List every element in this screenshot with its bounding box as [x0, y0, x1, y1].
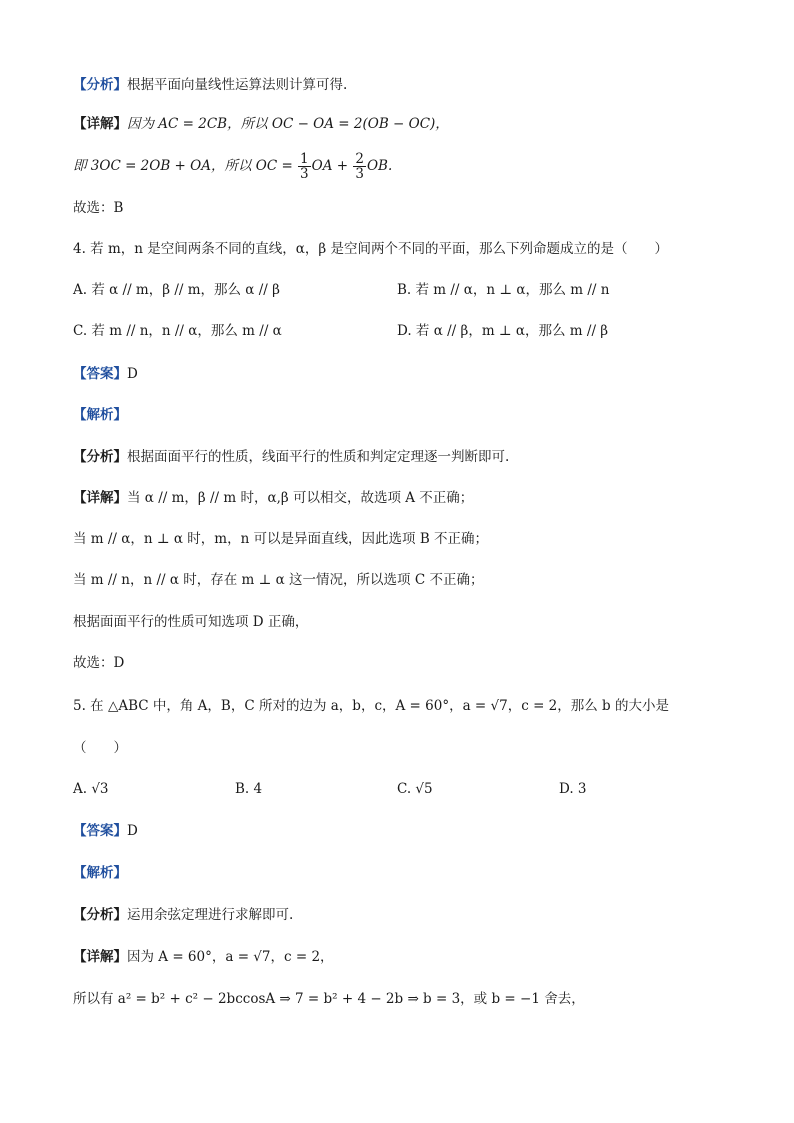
q5-solution-label: 【解析】: [73, 865, 127, 881]
detail-line-pre: 即 3OC = 2OB + OA，所以 OC =: [73, 158, 298, 174]
q4-stem: 4. 若 m，n 是空间两条不同的直线，α，β 是空间两个不同的平面，那么下列命题成立的是（ ）: [73, 241, 668, 257]
q4-option-c: C. 若 m // n，n // α，那么 m // α: [73, 323, 282, 339]
q5-detail-2: 所以有 a² = b² + c² − 2bccosA ⇒ 7 = b² + 4 − 2b ⇒ b = 3，或 b = −1 舍去，: [73, 991, 585, 1007]
analysis-label: 【分析】: [73, 77, 127, 93]
q4-option-d: D. 若 α // β，m ⊥ α，那么 m // β: [397, 323, 609, 339]
q4-answer: [73, 363, 734, 385]
q4-option-a: A. 若 α // m，β // m，那么 α // β: [73, 282, 280, 298]
answer-label: 【答案】: [73, 366, 127, 382]
analysis-text: 根据面面平行的性质，线面平行的性质和判定定理逐一判断即可.: [127, 449, 510, 465]
answer-value: D: [127, 366, 138, 382]
detail-line: 当 α // m，β // m 时，α,β 可以相交，故选项 A 不正确；: [127, 490, 474, 506]
detail-line: 因为 A = 60°，a = √7，c = 2，: [127, 949, 334, 965]
q4-answer-line: 故选：D: [73, 655, 125, 671]
q5-stem-paren: （ ）: [73, 740, 127, 756]
q5-option-d: D. 3: [559, 781, 587, 797]
detail-label: 【详解】: [73, 949, 127, 965]
analysis-text: 运用余弦定理进行求解即可.: [127, 907, 294, 923]
detail-line-mid: OA +: [311, 158, 353, 174]
q5-option-b: B. 4: [235, 781, 263, 797]
analysis-text: 根据平面向量线性运算法则计算可得.: [127, 77, 348, 93]
fraction-numerator: 1: [300, 151, 309, 167]
q5-detail-1: [73, 946, 734, 968]
q3-detail-1: [73, 113, 734, 135]
q5-analysis: [73, 904, 734, 926]
answer-value: D: [127, 823, 138, 839]
q5-stem: 5. 在 △ABC 中，角 A，B，C 所对的边为 a，b，c，A = 60°，a = √7，c = 2，那么 b 的大小是: [73, 698, 669, 714]
detail-line: 因为 AC = 2CB，所以 OC − OA = 2(OB − OC)，: [127, 116, 449, 132]
q4-solution-label: 【解析】: [73, 407, 127, 423]
answer-label: 【答案】: [73, 823, 127, 839]
q4-detail-4: 根据面面平行的性质可知选项 D 正确，: [73, 614, 309, 630]
detail-label: 【详解】: [73, 490, 127, 506]
fraction-numerator: 2: [355, 151, 364, 167]
q4-detail-2: 当 m // α，n ⊥ α 时，m，n 可以是异面直线，因此选项 B 不正确；: [73, 531, 489, 547]
analysis-label: 【分析】: [73, 449, 127, 465]
q3-answer-line: 故选：B: [73, 200, 124, 216]
detail-label: 【详解】: [73, 116, 127, 132]
q5-answer: [73, 820, 734, 842]
q5-option-c: C. √5: [397, 781, 433, 797]
fraction-one-third: [298, 152, 311, 181]
fraction-two-thirds: [353, 152, 366, 181]
detail-line-post: OB.: [366, 158, 393, 174]
q5-option-a: A. √3: [73, 781, 109, 797]
fraction-denominator: 3: [355, 166, 364, 182]
q3-detail-2: [73, 152, 734, 181]
q4-analysis: [73, 446, 734, 468]
q4-detail-3: 当 m // n，n // α 时，存在 m ⊥ α 这一情况，所以选项 C 不正确；: [73, 572, 484, 588]
analysis-label: 【分析】: [73, 907, 127, 923]
q4-detail-1: [73, 487, 734, 509]
q3-analysis: [73, 74, 734, 96]
fraction-denominator: 3: [300, 166, 309, 182]
q4-option-b: B. 若 m // α，n ⊥ α，那么 m // n: [397, 282, 610, 298]
